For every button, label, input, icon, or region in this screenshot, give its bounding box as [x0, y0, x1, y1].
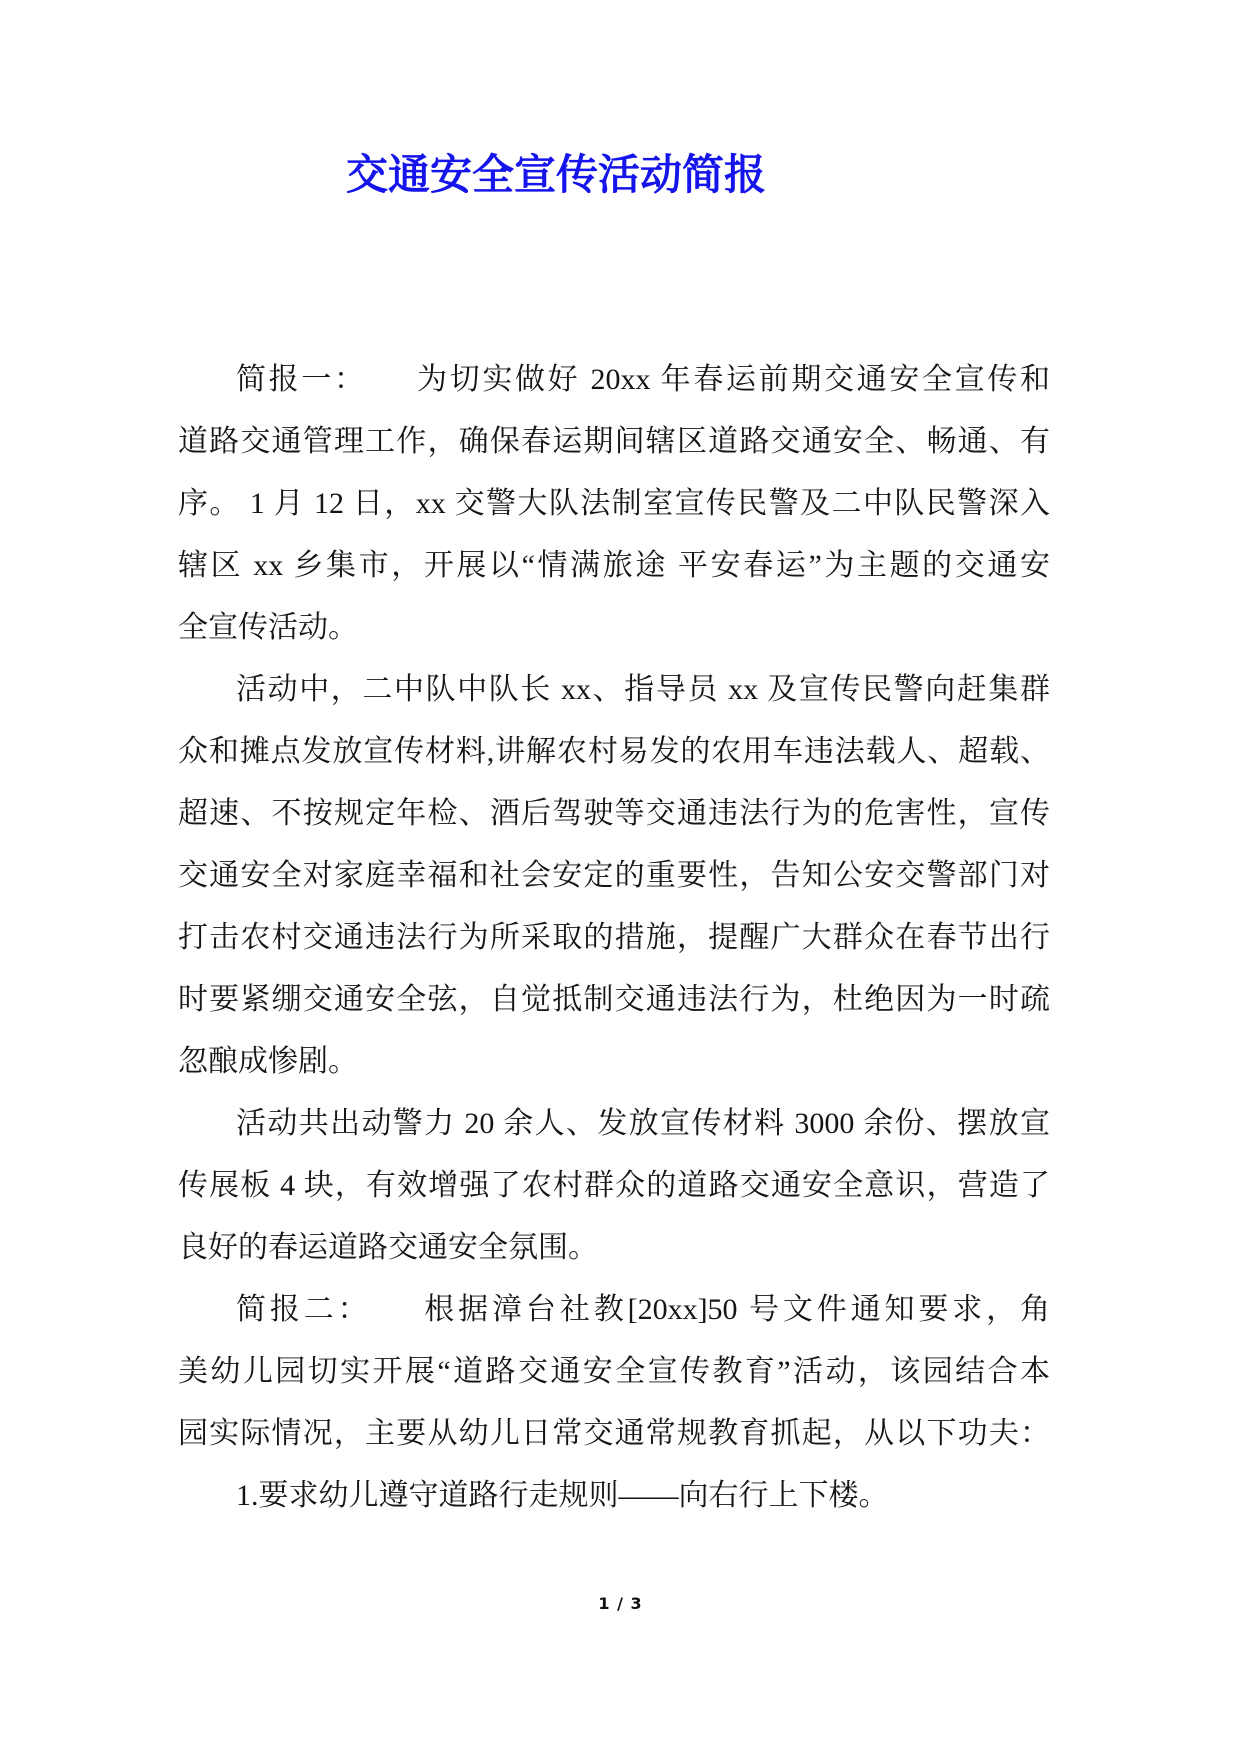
text-line: 道路交通管理工作，确保春运期间辖区道路交通安全、畅通、有 [178, 425, 1050, 458]
text-line: 众和摊点发放宣传材料,讲解农村易发的农用车违法载人、超载、 [178, 735, 1050, 768]
text-line: 辖区 xx 乡集市，开展以“情满旅途 平安春运”为主题的交通安 [178, 549, 1050, 582]
page-number-footer: 1 / 3 [598, 1594, 643, 1613]
text-line: 全宣传活动。 [178, 611, 358, 644]
text-line: 1.要求幼儿遵守道路行走规则——向右行上下楼。 [236, 1479, 889, 1512]
document-title: 交通安全宣传活动简报 [345, 151, 766, 198]
text-line: 活动共出动警力 20 余人、发放宣传材料 3000 余份、摆放宣 [236, 1107, 1050, 1140]
text-line: 超速、不按规定年检、酒后驾驶等交通违法行为的危害性，宣传 [178, 797, 1050, 830]
text-line: 传展板 4 块，有效增强了农村群众的道路交通安全意识，营造了 [178, 1169, 1050, 1202]
text-line: 忽酿成惨剧。 [178, 1045, 358, 1078]
text-line: 时要紧绷交通安全弦，自觉抵制交通违法行为，杜绝因为一时疏 [178, 983, 1050, 1016]
text-line: 活动中，二中队中队长 xx、指导员 xx 及宣传民警向赶集群 [236, 673, 1050, 706]
text-line: 简报二： 根据漳台社教[20xx]50 号文件通知要求，角 [236, 1293, 1050, 1326]
document-body [178, 349, 1050, 1527]
text-line: 简报一： 为切实做好 20xx 年春运前期交通安全宣传和 [236, 363, 1050, 396]
text-line: 园实际情况，主要从幼儿日常交通常规教育抓起，从以下功夫： [178, 1417, 1050, 1450]
text-line: 交通安全对家庭幸福和社会安定的重要性，告知公安交警部门对 [178, 859, 1050, 892]
text-line: 良好的春运道路交通安全氛围。 [178, 1231, 598, 1264]
text-line: 序。 1 月 12 日，xx 交警大队法制室宣传民警及二中队民警深入 [178, 487, 1050, 520]
text-line: 美幼儿园切实开展“道路交通安全宣传教育”活动，该园结合本 [178, 1355, 1050, 1388]
text-line: 打击农村交通违法行为所采取的措施，提醒广大群众在春节出行 [178, 921, 1050, 954]
